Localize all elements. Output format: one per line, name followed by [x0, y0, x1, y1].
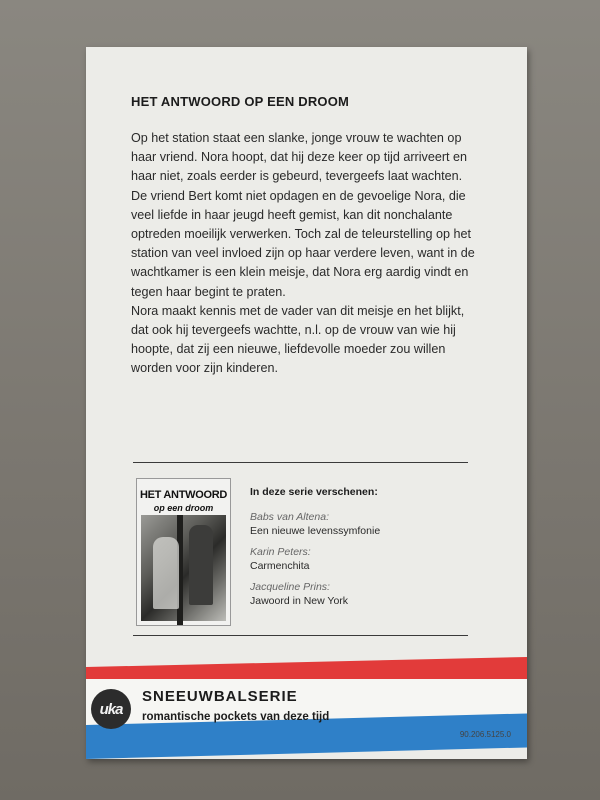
photo-figure-man: [189, 525, 213, 605]
divider-top: [133, 462, 468, 463]
list-item: [250, 511, 500, 546]
series-author: Babs van Altena:: [250, 511, 329, 523]
mini-cover-photo: [141, 515, 226, 621]
series-name: SNEEUWBALSERIE: [142, 688, 298, 705]
mini-cover-image: [136, 478, 231, 626]
series-list: [250, 511, 500, 616]
series-book-title: Jawoord in New York: [250, 595, 349, 607]
synopsis-paragraph: Nora maakt kennis met de vader van dit meisje en het blijkt, dat ook hij tevergeefs wachtte, n.l. op de vrouw van wie hij hoopte, dat zij een nieuwe, liefdevolle moeder zou willen worden voor zijn kinderen.: [131, 303, 465, 376]
divider-bottom: [133, 635, 468, 636]
uka-logo: [91, 689, 131, 729]
series-book-title: Carmenchita: [250, 560, 310, 572]
series-heading: In deze serie verschenen:: [250, 486, 378, 498]
mini-cover-subtitle: op een droom: [153, 503, 214, 513]
synopsis-paragraph: Op het station staat een slanke, jonge vrouw te wachten op haar vriend. Nora hoopt, dat hij deze keer op tijd arriveert en haar niet, zoals eerder is gebeurd, tevergeefs laat wachten.: [131, 131, 468, 184]
series-tagline: romantische pockets van deze tijd: [142, 711, 330, 723]
book-back-cover: [86, 47, 527, 759]
photo-figure-woman: [153, 537, 179, 609]
synopsis-paragraph: De vriend Bert komt niet opdagen en de gevoelige Nora, die veel liefde in haar jeugd heeft gemist, kan dit nonchalante optreden moeilijk verwerken. Toch zal de teleurstelling op het station van veel invloed zijn op haar verdere leven, want in de wachtkamer is een klein meisje, dat Nora erg aardig vindt en tegen haar begint te praten.: [131, 188, 475, 299]
mini-cover-title: HET ANTWOORD: [139, 489, 228, 501]
synopsis: [131, 129, 481, 379]
book-title: HET ANTWOORD OP EEN DROOM: [131, 94, 350, 109]
list-item: [250, 546, 500, 581]
series-author: Karin Peters:: [250, 546, 311, 558]
list-item: [250, 581, 500, 616]
logo-text: uka: [99, 700, 123, 718]
series-author: Jacqueline Prins:: [250, 581, 330, 593]
isbn-number: 90.206.5125.0: [459, 730, 511, 739]
series-book-title: Een nieuwe levenssymfonie: [250, 525, 381, 537]
